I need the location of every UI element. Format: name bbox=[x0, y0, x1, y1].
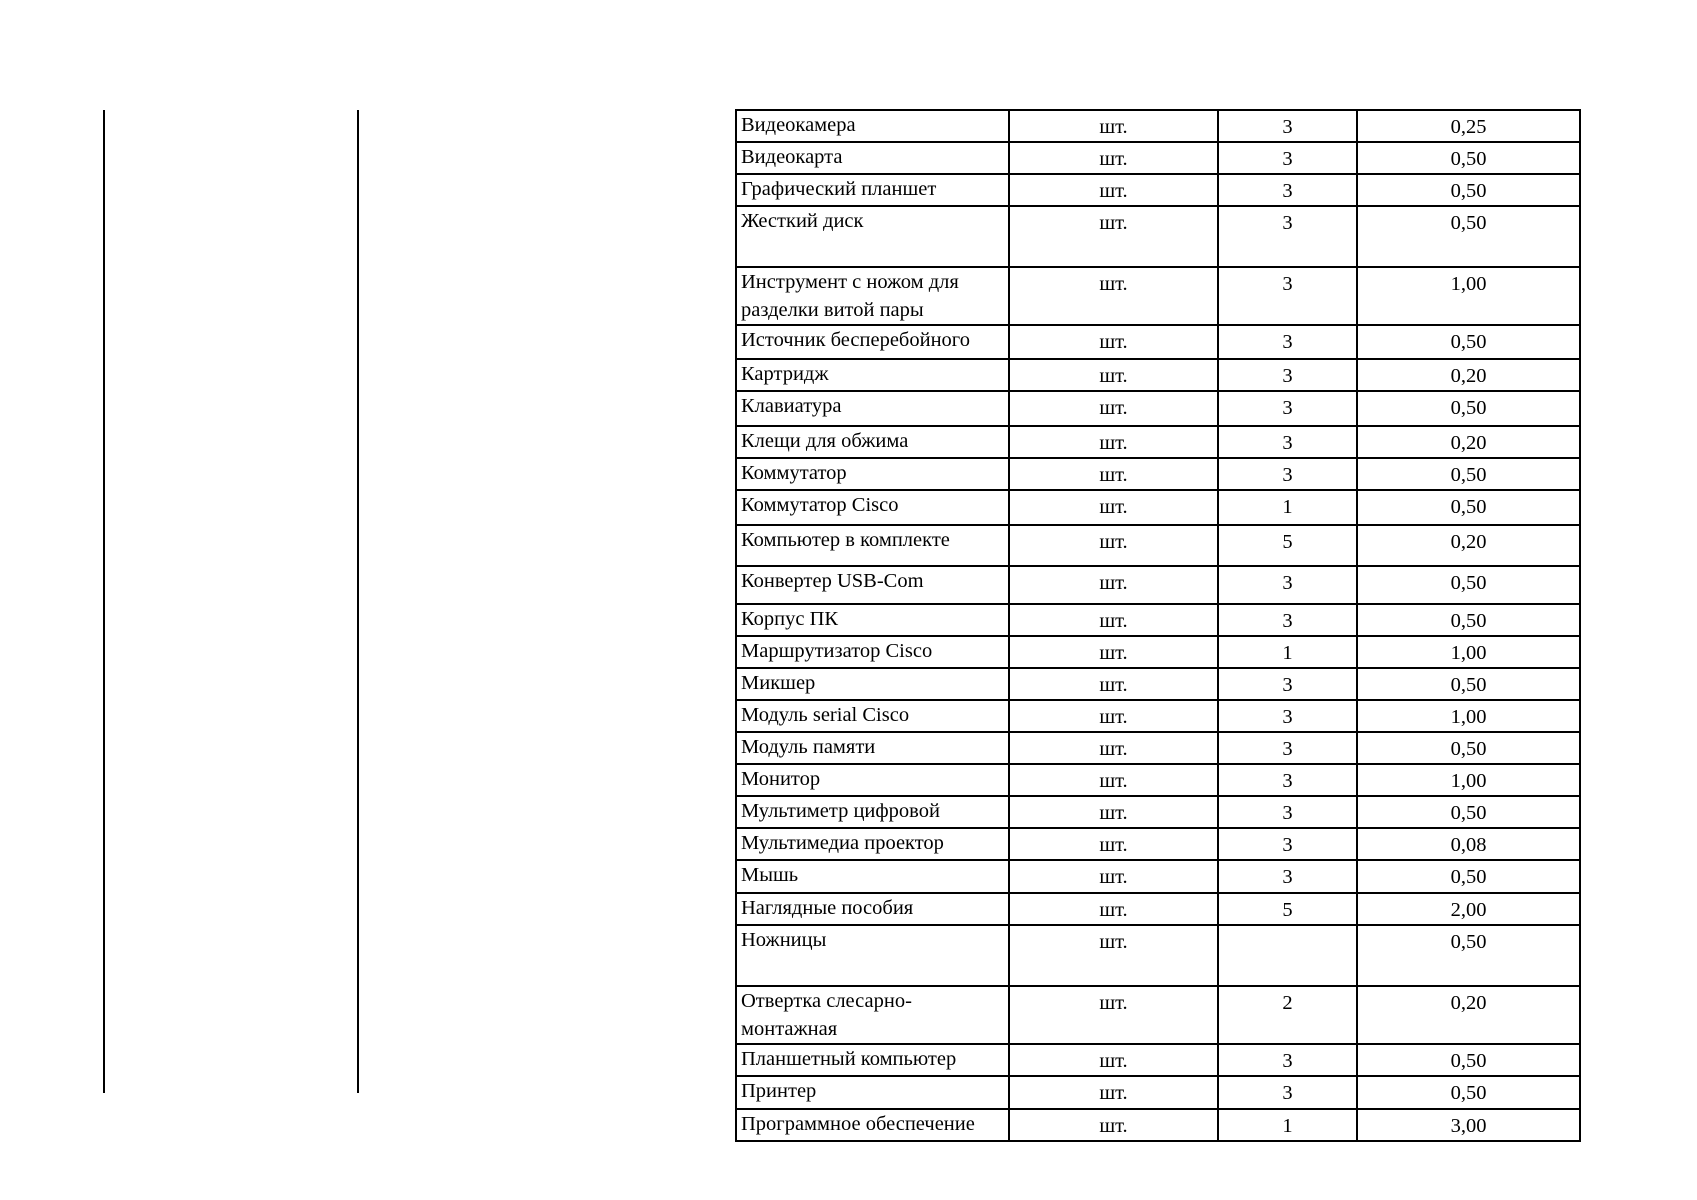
coefficient-cell: 0,08 bbox=[1357, 828, 1580, 860]
unit-cell: шт. bbox=[1009, 142, 1218, 174]
quantity-cell: 3 bbox=[1218, 828, 1357, 860]
table-row bbox=[736, 1044, 1580, 1076]
table-row bbox=[736, 110, 1580, 142]
coefficient-cell: 0,50 bbox=[1357, 142, 1580, 174]
table-row bbox=[736, 828, 1580, 860]
coefficient-cell: 0,20 bbox=[1357, 525, 1580, 566]
quantity-cell: 3 bbox=[1218, 325, 1357, 359]
coefficient-cell: 0,50 bbox=[1357, 174, 1580, 206]
item-name-cell: Модуль serial Cisco bbox=[736, 700, 1009, 732]
coefficient-cell: 0,20 bbox=[1357, 986, 1580, 1044]
coefficient-cell: 0,50 bbox=[1357, 1044, 1580, 1076]
item-name-cell: Мышь bbox=[736, 860, 1009, 893]
table-row bbox=[736, 636, 1580, 668]
table-row bbox=[736, 174, 1580, 206]
coefficient-cell: 0,50 bbox=[1357, 490, 1580, 525]
item-name-cell: Источник бесперебойного bbox=[736, 325, 1009, 359]
quantity-cell: 3 bbox=[1218, 668, 1357, 700]
unit-cell: шт. bbox=[1009, 1109, 1218, 1141]
table-row bbox=[736, 325, 1580, 359]
table-row bbox=[736, 700, 1580, 732]
unit-cell: шт. bbox=[1009, 732, 1218, 764]
unit-cell: шт. bbox=[1009, 267, 1218, 325]
quantity-cell: 3 bbox=[1218, 566, 1357, 604]
table-row bbox=[736, 426, 1580, 458]
equipment-table bbox=[735, 109, 1581, 1142]
table-row bbox=[736, 490, 1580, 525]
item-name-cell: Мультимедиа проектор bbox=[736, 828, 1009, 860]
unit-cell: шт. bbox=[1009, 206, 1218, 267]
item-name-cell: Картридж bbox=[736, 359, 1009, 391]
quantity-cell: 3 bbox=[1218, 142, 1357, 174]
item-name-cell: Монитор bbox=[736, 764, 1009, 796]
table-row bbox=[736, 986, 1580, 1044]
item-name-cell: Программное обеспечение bbox=[736, 1109, 1009, 1141]
item-name-cell: Коммутатор Cisco bbox=[736, 490, 1009, 525]
item-name-cell: Маршрутизатор Cisco bbox=[736, 636, 1009, 668]
coefficient-cell: 0,50 bbox=[1357, 206, 1580, 267]
equipment-table-body bbox=[736, 110, 1580, 1141]
coefficient-cell: 0,50 bbox=[1357, 566, 1580, 604]
item-name-cell: Мультиметр цифровой bbox=[736, 796, 1009, 828]
left-border-line bbox=[103, 110, 105, 1093]
table-row bbox=[736, 1076, 1580, 1109]
unit-cell: шт. bbox=[1009, 604, 1218, 636]
table-row bbox=[736, 142, 1580, 174]
unit-cell: шт. bbox=[1009, 359, 1218, 391]
quantity-cell: 3 bbox=[1218, 764, 1357, 796]
coefficient-cell: 1,00 bbox=[1357, 267, 1580, 325]
quantity-cell: 3 bbox=[1218, 860, 1357, 893]
unit-cell: шт. bbox=[1009, 796, 1218, 828]
coefficient-cell: 0,50 bbox=[1357, 325, 1580, 359]
quantity-cell: 1 bbox=[1218, 1109, 1357, 1141]
table-row bbox=[736, 796, 1580, 828]
coefficient-cell: 0,50 bbox=[1357, 391, 1580, 426]
quantity-cell: 3 bbox=[1218, 796, 1357, 828]
coefficient-cell: 0,50 bbox=[1357, 604, 1580, 636]
item-name-cell: Инструмент с ножом для разделки витой пары bbox=[736, 267, 1009, 325]
table-row bbox=[736, 764, 1580, 796]
item-name-cell: Отвертка слесарно-монтажная bbox=[736, 986, 1009, 1044]
quantity-cell: 3 bbox=[1218, 458, 1357, 490]
coefficient-cell: 0,50 bbox=[1357, 732, 1580, 764]
quantity-cell: 3 bbox=[1218, 110, 1357, 142]
table-row bbox=[736, 732, 1580, 764]
coefficient-cell: 1,00 bbox=[1357, 636, 1580, 668]
item-name-cell: Видеокамера bbox=[736, 110, 1009, 142]
item-name-cell: Графический планшет bbox=[736, 174, 1009, 206]
unit-cell: шт. bbox=[1009, 490, 1218, 525]
coefficient-cell: 1,00 bbox=[1357, 764, 1580, 796]
coefficient-cell: 0,25 bbox=[1357, 110, 1580, 142]
unit-cell: шт. bbox=[1009, 764, 1218, 796]
quantity-cell: 3 bbox=[1218, 206, 1357, 267]
item-name-cell: Модуль памяти bbox=[736, 732, 1009, 764]
table-row bbox=[736, 893, 1580, 925]
unit-cell: шт. bbox=[1009, 828, 1218, 860]
table-row bbox=[736, 458, 1580, 490]
coefficient-cell: 0,50 bbox=[1357, 458, 1580, 490]
coefficient-cell: 0,50 bbox=[1357, 668, 1580, 700]
unit-cell: шт. bbox=[1009, 525, 1218, 566]
quantity-cell: 2 bbox=[1218, 986, 1357, 1044]
unit-cell: шт. bbox=[1009, 391, 1218, 426]
coefficient-cell: 3,00 bbox=[1357, 1109, 1580, 1141]
table-row bbox=[736, 668, 1580, 700]
quantity-cell: 3 bbox=[1218, 174, 1357, 206]
unit-cell: шт. bbox=[1009, 893, 1218, 925]
table-row bbox=[736, 860, 1580, 893]
item-name-cell: Клещи для обжима bbox=[736, 426, 1009, 458]
unit-cell: шт. bbox=[1009, 1044, 1218, 1076]
unit-cell: шт. bbox=[1009, 668, 1218, 700]
unit-cell: шт. bbox=[1009, 860, 1218, 893]
item-name-cell: Принтер bbox=[736, 1076, 1009, 1109]
quantity-cell: 3 bbox=[1218, 267, 1357, 325]
unit-cell: шт. bbox=[1009, 700, 1218, 732]
item-name-cell: Коммутатор bbox=[736, 458, 1009, 490]
quantity-cell: 3 bbox=[1218, 1044, 1357, 1076]
unit-cell: шт. bbox=[1009, 110, 1218, 142]
unit-cell: шт. bbox=[1009, 1076, 1218, 1109]
unit-cell: шт. bbox=[1009, 636, 1218, 668]
unit-cell: шт. bbox=[1009, 566, 1218, 604]
coefficient-cell: 0,20 bbox=[1357, 359, 1580, 391]
item-name-cell: Наглядные пособия bbox=[736, 893, 1009, 925]
item-name-cell: Клавиатура bbox=[736, 391, 1009, 426]
table-row bbox=[736, 604, 1580, 636]
item-name-cell: Корпус ПК bbox=[736, 604, 1009, 636]
table-row bbox=[736, 566, 1580, 604]
quantity-cell: 5 bbox=[1218, 525, 1357, 566]
unit-cell: шт. bbox=[1009, 458, 1218, 490]
unit-cell: шт. bbox=[1009, 986, 1218, 1044]
table-row bbox=[736, 1109, 1580, 1141]
table-row bbox=[736, 359, 1580, 391]
item-name-cell: Видеокарта bbox=[736, 142, 1009, 174]
quantity-cell: 3 bbox=[1218, 700, 1357, 732]
unit-cell: шт. bbox=[1009, 426, 1218, 458]
table-row bbox=[736, 391, 1580, 426]
quantity-cell: 3 bbox=[1218, 426, 1357, 458]
unit-cell: шт. bbox=[1009, 325, 1218, 359]
quantity-cell: 5 bbox=[1218, 893, 1357, 925]
coefficient-cell: 0,50 bbox=[1357, 925, 1580, 986]
coefficient-cell: 2,00 bbox=[1357, 893, 1580, 925]
quantity-cell: 1 bbox=[1218, 636, 1357, 668]
item-name-cell: Ножницы bbox=[736, 925, 1009, 986]
quantity-cell: 3 bbox=[1218, 1076, 1357, 1109]
coefficient-cell: 0,50 bbox=[1357, 860, 1580, 893]
table-row bbox=[736, 925, 1580, 986]
item-name-cell: Компьютер в комплекте bbox=[736, 525, 1009, 566]
unit-cell: шт. bbox=[1009, 174, 1218, 206]
coefficient-cell: 1,00 bbox=[1357, 700, 1580, 732]
table-row bbox=[736, 525, 1580, 566]
item-name-cell: Конвертер USB-Com bbox=[736, 566, 1009, 604]
table-row bbox=[736, 267, 1580, 325]
second-border-line bbox=[357, 110, 359, 1093]
quantity-cell bbox=[1218, 925, 1357, 986]
unit-cell: шт. bbox=[1009, 925, 1218, 986]
quantity-cell: 3 bbox=[1218, 732, 1357, 764]
coefficient-cell: 0,20 bbox=[1357, 426, 1580, 458]
item-name-cell: Микшер bbox=[736, 668, 1009, 700]
item-name-cell: Жесткий диск bbox=[736, 206, 1009, 267]
quantity-cell: 3 bbox=[1218, 391, 1357, 426]
quantity-cell: 3 bbox=[1218, 604, 1357, 636]
quantity-cell: 1 bbox=[1218, 490, 1357, 525]
coefficient-cell: 0,50 bbox=[1357, 1076, 1580, 1109]
table-row bbox=[736, 206, 1580, 267]
coefficient-cell: 0,50 bbox=[1357, 796, 1580, 828]
item-name-cell: Планшетный компьютер bbox=[736, 1044, 1009, 1076]
quantity-cell: 3 bbox=[1218, 359, 1357, 391]
